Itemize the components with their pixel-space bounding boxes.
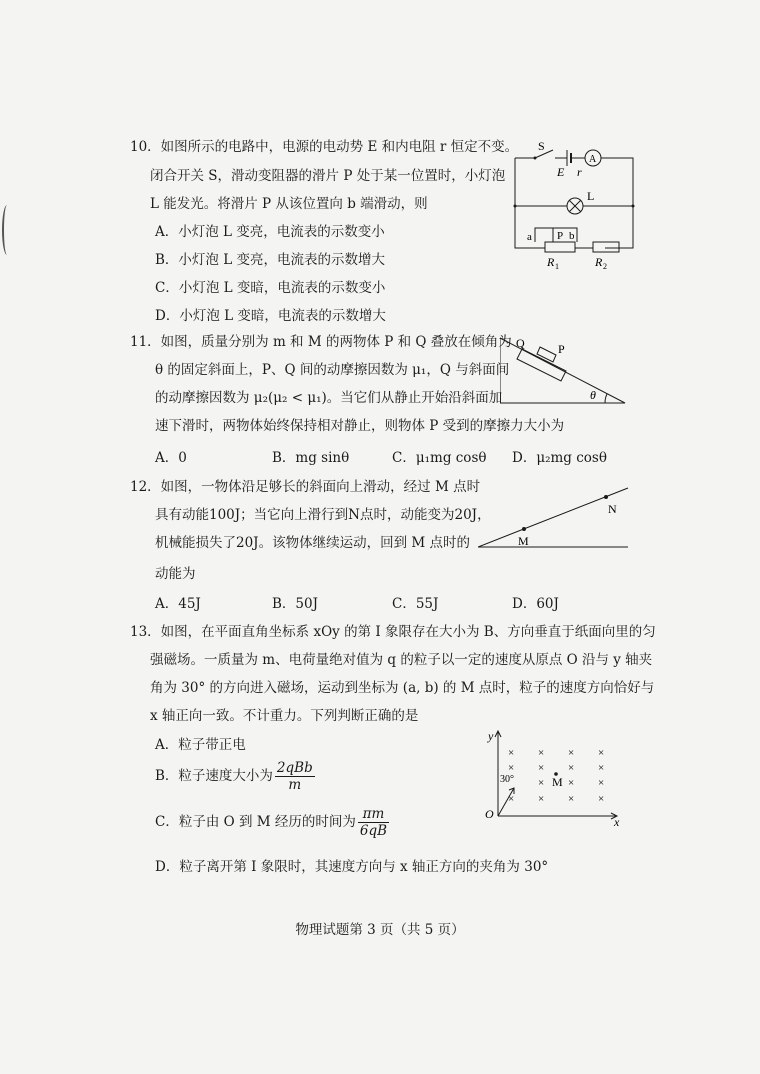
field-cross: × bbox=[568, 747, 575, 759]
q10-label-s: S bbox=[538, 139, 545, 153]
q10-label-r: r bbox=[577, 165, 582, 179]
q13-label-o: O bbox=[485, 807, 494, 821]
q13-line-3: 角为 30° 的方向进入磁场，运动到坐标为 (a, b) 的 M 点时，粒子的速度方向恰好与 bbox=[150, 680, 655, 696]
q13-label-angle: 30° bbox=[500, 774, 514, 785]
q12-line-4: 动能为 bbox=[155, 566, 196, 582]
q13-option-c-text: C．粒子由 O 到 M 经历的时间为 bbox=[155, 814, 356, 830]
q11-option-c: C．μ₁mg cosθ bbox=[392, 450, 487, 466]
q13-option-c-numerator: πm bbox=[358, 806, 389, 823]
q12-option-c: C．55J bbox=[392, 596, 439, 612]
q12-option-b: B．50J bbox=[272, 596, 319, 612]
q10-label-b: b bbox=[569, 230, 575, 242]
field-cross: × bbox=[568, 793, 575, 805]
q13-line-1: 13．如图，在平面直角坐标系 xOy 的第 I 象限存在大小为 B、方向垂直于纸面向里的匀 bbox=[130, 624, 656, 640]
q10-label-l: L bbox=[587, 189, 595, 203]
q12-line-2: 具有动能100J；当它向上滑行到N点时，动能变为20J， bbox=[155, 507, 491, 523]
q13-line-4: x 轴正向一致。不计重力。下列判断正确的是 bbox=[150, 708, 419, 724]
q13-option-c bbox=[155, 806, 389, 839]
field-cross: × bbox=[508, 762, 515, 774]
q13-option-c-denominator: 6qB bbox=[359, 823, 388, 839]
q13-option-b-fraction bbox=[275, 760, 315, 793]
q12-option-d: D．60J bbox=[512, 596, 559, 612]
q11-label-p: P bbox=[558, 342, 565, 356]
field-cross: × bbox=[508, 793, 515, 805]
q11-line-4: 速下滑时，两物体始终保持相对静止，则物体 P 受到的摩擦力大小为 bbox=[155, 418, 565, 434]
field-cross: × bbox=[508, 747, 515, 759]
q13-magnetic-field-diagram bbox=[482, 728, 627, 828]
q13-line-2: 强磁场。一质量为 m、电荷量绝对值为 q 的粒子以一定的速度从原点 O 沿与 y 轴夹 bbox=[150, 652, 653, 668]
field-cross: × bbox=[598, 777, 605, 789]
q10-line-1: 10．如图所示的电路中，电源的电动势 E 和内电阻 r 恒定不变。 bbox=[130, 139, 519, 155]
q10-option-a: A．小灯泡 L 变亮，电流表的示数变小 bbox=[155, 224, 385, 240]
q13-label-m: M bbox=[552, 775, 563, 789]
q11-option-d: D．μ₂mg cosθ bbox=[512, 450, 607, 466]
field-cross: × bbox=[598, 793, 605, 805]
q13-option-d: D．粒子离开第 I 象限时，其速度方向与 x 轴正方向的夹角为 30° bbox=[155, 859, 549, 875]
field-cross: × bbox=[598, 747, 605, 759]
page-footer: 物理试题第 3 页（共 5 页） bbox=[295, 922, 465, 938]
q10-ammeter-icon: A bbox=[589, 154, 597, 165]
q13-option-c-fraction bbox=[358, 806, 389, 839]
binding-mark bbox=[2, 205, 12, 255]
q12-slope-diagram bbox=[478, 485, 633, 555]
q10-option-b: B．小灯泡 L 变亮，电流表的示数增大 bbox=[155, 252, 385, 268]
q13-label-x: x bbox=[614, 815, 620, 828]
q13-label-y: y bbox=[488, 729, 494, 743]
q12-line-3: 机械能损失了20J。该物体继续运动，回到 M 点时的 bbox=[155, 535, 470, 551]
q13-option-b-numerator: 2qBb bbox=[276, 760, 313, 776]
q10-label-e: E bbox=[557, 165, 565, 179]
q10-circuit-diagram bbox=[505, 138, 645, 273]
q10-option-c: C．小灯泡 L 变暗，电流表的示数变小 bbox=[155, 280, 386, 296]
field-cross: × bbox=[598, 762, 605, 774]
q13-option-a: A．粒子带正电 bbox=[155, 737, 246, 753]
q11-line-2: θ 的固定斜面上，P、Q 间的动摩擦因数为 μ₁，Q 与斜面间 bbox=[155, 362, 510, 378]
field-cross: × bbox=[538, 747, 545, 759]
q13-option-b-text: B．粒子速度大小为 bbox=[155, 768, 273, 784]
field-cross: × bbox=[538, 777, 545, 789]
q10-line-2: 闭合开关 S，滑动变阻器的滑片 P 处于某一位置时，小灯泡 bbox=[150, 168, 506, 184]
q10-label-r1: R bbox=[547, 255, 555, 269]
q11-line-3: 的动摩擦因数为 μ₂(μ₂ < μ₁)。当它们从静止开始沿斜面加 bbox=[155, 390, 503, 406]
q11-option-b: B．mg sinθ bbox=[272, 450, 350, 466]
q11-incline-diagram bbox=[500, 333, 630, 408]
q10-label-a: a bbox=[527, 231, 532, 243]
q13-option-b-denominator: m bbox=[288, 777, 302, 793]
q10-option-d: D．小灯泡 L 变暗，电流表的示数增大 bbox=[155, 308, 386, 324]
q11-line-1: 11．如图，质量分别为 m 和 M 的两物体 P 和 Q 叠放在倾角为 bbox=[130, 334, 512, 350]
field-cross: × bbox=[568, 762, 575, 774]
q10-line-3: L 能发光。将滑片 P 从该位置向 b 端滑动，则 bbox=[150, 196, 428, 212]
q11-option-a: A．0 bbox=[155, 450, 187, 466]
q11-label-q: Q bbox=[516, 336, 525, 350]
q12-line-1: 12．如图，一物体沿足够长的斜面向上滑动，经过 M 点时 bbox=[130, 479, 481, 495]
q13-option-b bbox=[155, 760, 315, 793]
field-cross: × bbox=[538, 762, 545, 774]
field-cross: × bbox=[568, 777, 575, 789]
q12-option-a: A．45J bbox=[155, 596, 201, 612]
field-cross: × bbox=[538, 793, 545, 805]
q12-label-n: N bbox=[608, 502, 617, 516]
q10-label-r1-sub: 1 bbox=[555, 262, 559, 271]
q12-label-m: M bbox=[518, 534, 529, 548]
q11-label-theta: θ bbox=[590, 388, 596, 402]
q10-label-p: P bbox=[557, 230, 564, 242]
q10-label-r2: R bbox=[595, 255, 603, 269]
q10-label-r2-sub: 2 bbox=[603, 262, 607, 271]
